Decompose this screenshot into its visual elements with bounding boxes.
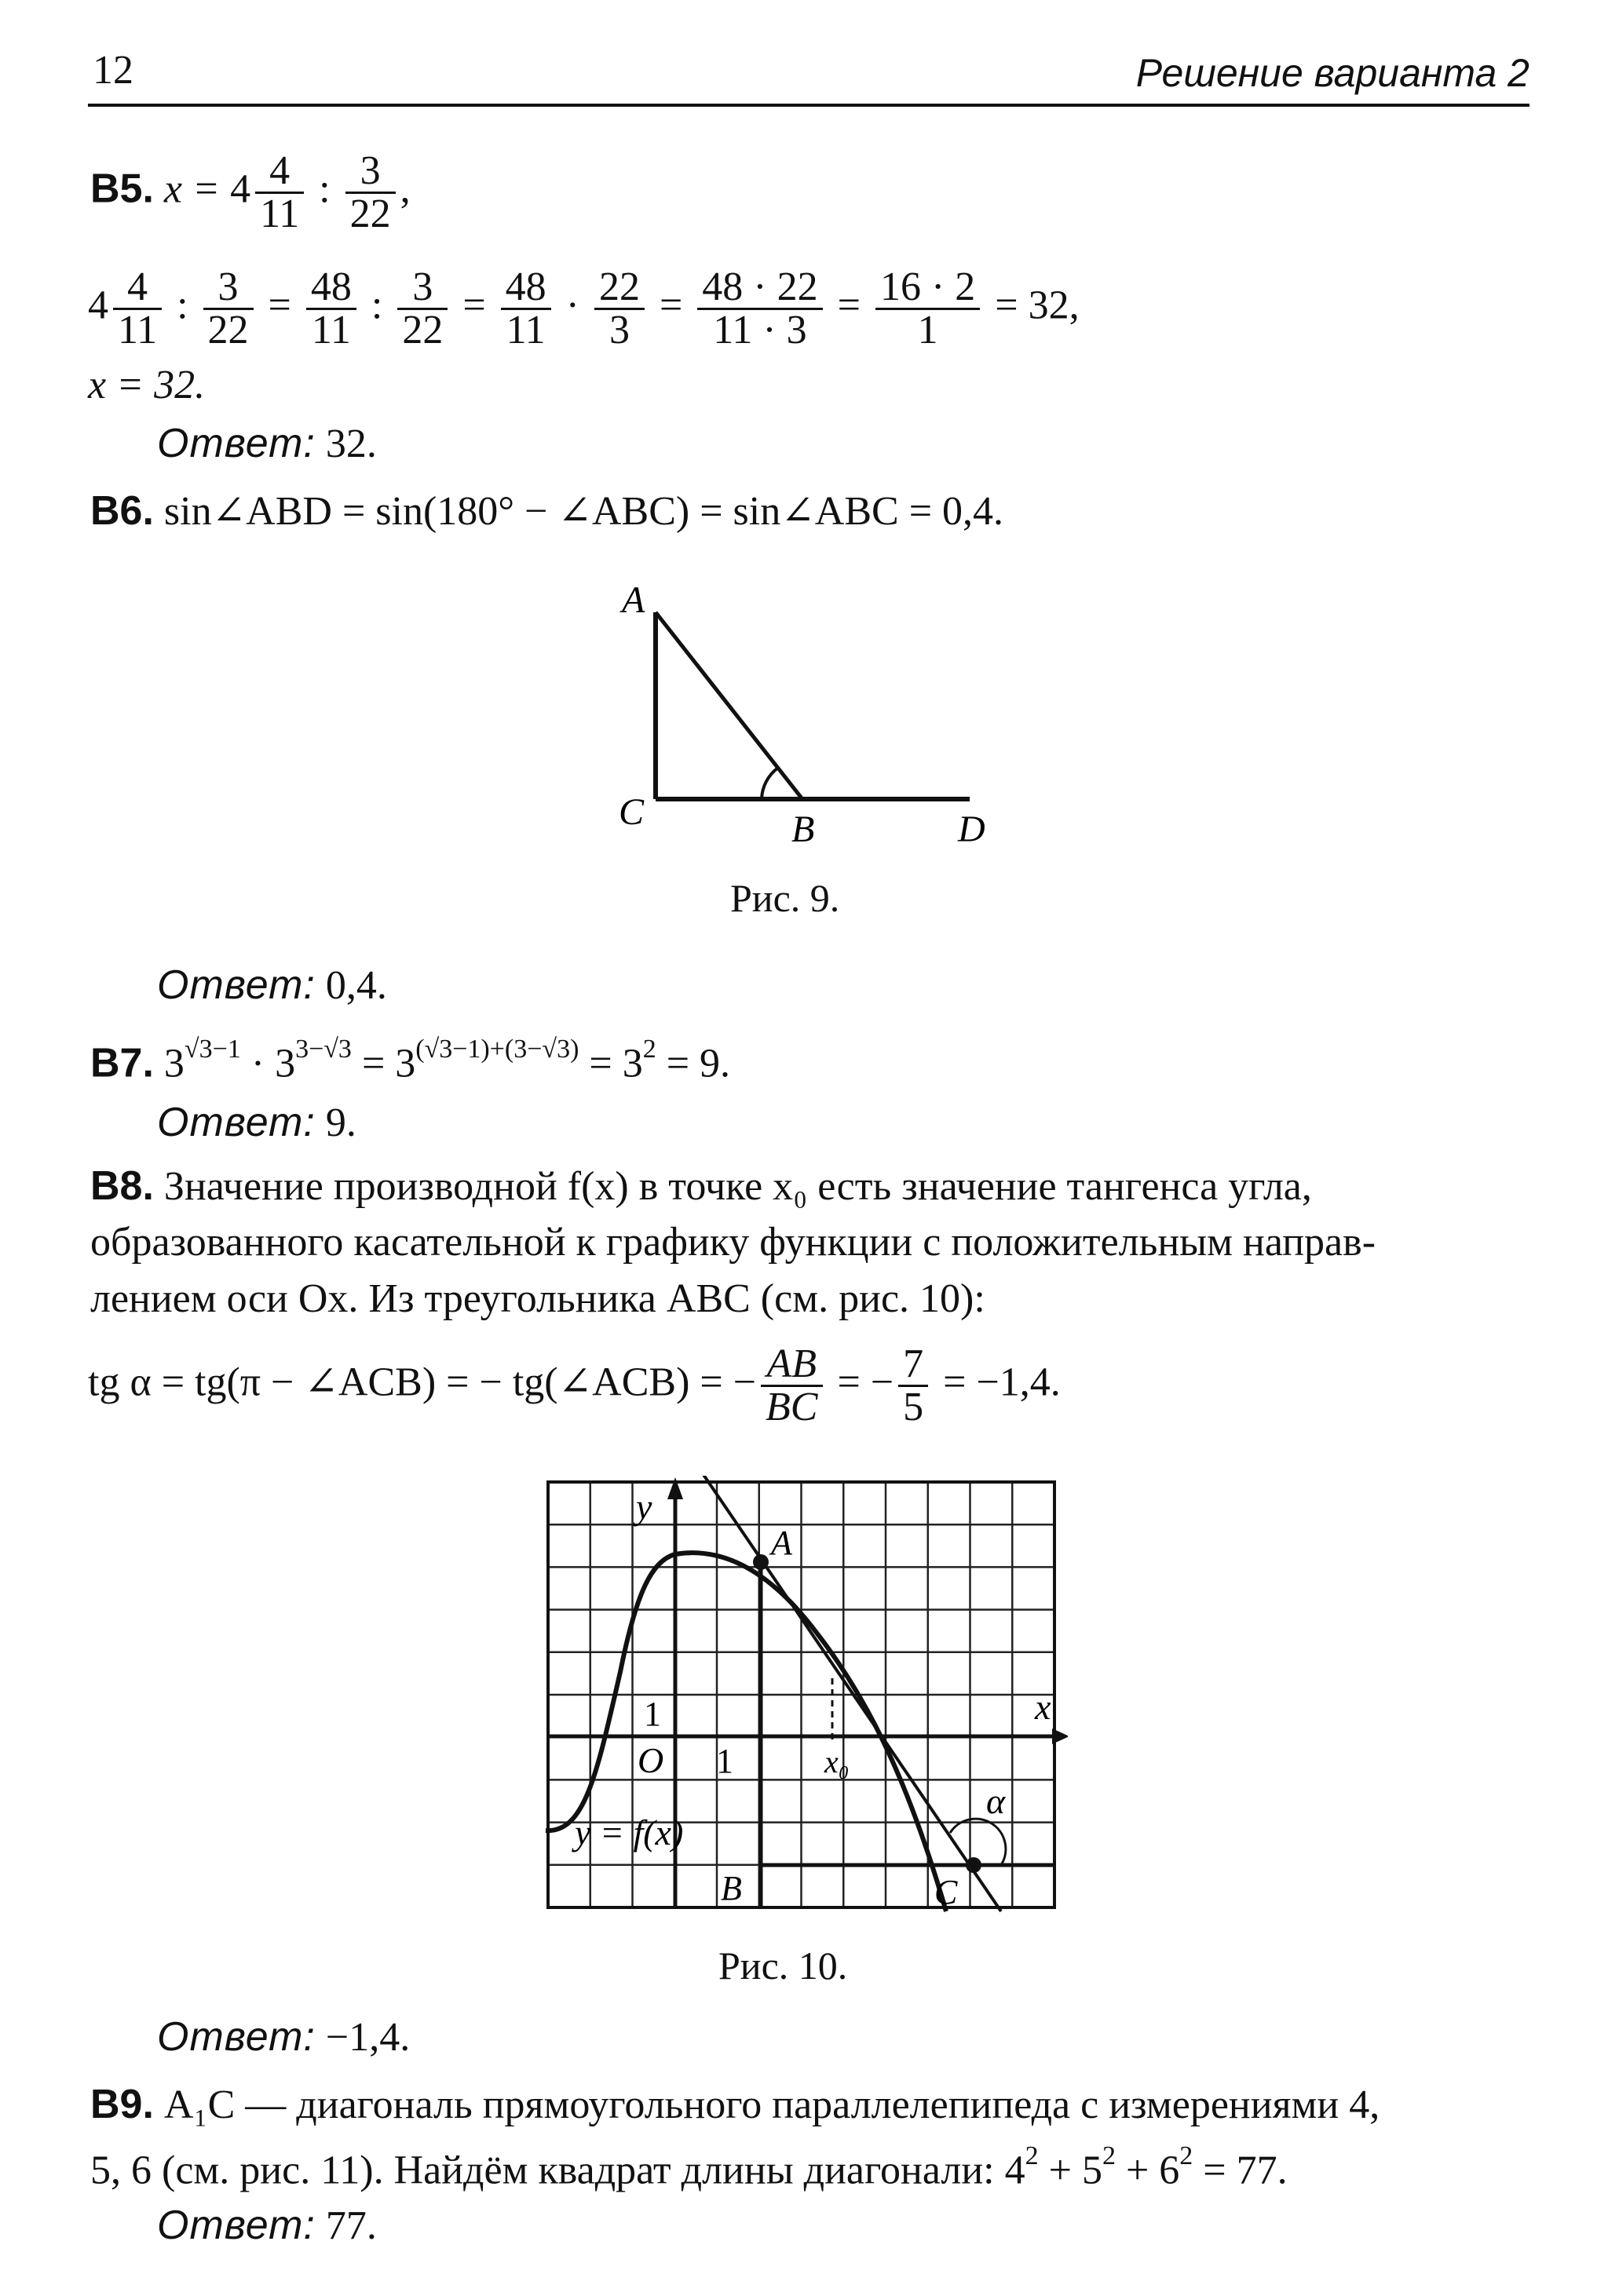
fig9-label-b: B (791, 809, 815, 848)
point-a (753, 1554, 769, 1570)
label-fx: y = f(x) (575, 1812, 684, 1852)
b8-para-1: В8. Значение производной f(x) в точке x₀ есть значение тангенса угла, (90, 1163, 1312, 1209)
b8-answer: Ответ: −1,4. (157, 2014, 411, 2060)
fig9-label-c: C (619, 791, 645, 833)
x-axis-arrow (1052, 1728, 1068, 1744)
b6-answer: Ответ: 0,4. (157, 962, 387, 1008)
header-rule (88, 104, 1529, 107)
label-alpha: α (986, 1781, 1006, 1821)
b7-label: В7. (90, 1040, 154, 1086)
label-o: O (638, 1740, 664, 1780)
label-c: C (934, 1873, 958, 1911)
b5-line2: 4 $\frac{4}{11}$ : $\frac{3}{22}$ = $\frac{48}{11}$ : $\frac{3}{22}$ = $\frac{48}{11}$ · $\frac{22}{3}$ = $\frac{48 \cdot 22}{11 \cdot 3}$ = $\frac{16 \cdot 2}{1}$ = 32, (88, 265, 1080, 352)
label-one-y: 1 (644, 1695, 661, 1733)
angle-arc (762, 768, 778, 799)
figure-10-caption: Рис. 10. (718, 1944, 848, 1988)
b8-formula: tg α = tg(π − ∠ACB) = − tg(∠ACB) = − $\frac{AB}{BC}$ = − $\frac{7}{5}$ = −1,4. (88, 1341, 1061, 1429)
b9-line1: В9. A₁C — диагональ прямоугольного параллелепипеда с измерениями 4, (90, 2082, 1380, 2127)
b9-label: В9. (90, 2082, 154, 2127)
b8-para-2: образованного касательной к графику функции с положительным направ- (90, 1220, 1376, 1265)
label-y: y (636, 1487, 652, 1527)
page-number: 12 (93, 48, 133, 93)
fig9-label-a: A (622, 579, 645, 621)
label-one-x: 1 (716, 1742, 733, 1780)
point-c (966, 1857, 981, 1873)
b7-line: В7. $3^{√3-1} \cdot 3^{3-√3} = 3^{(√3-1)+(3-√3)} = 3^2 = 9$. (90, 1035, 731, 1086)
figure-9-caption: Рис. 9. (730, 876, 840, 920)
tangent-line (699, 1476, 1001, 1911)
b6-label: В6. (90, 488, 154, 534)
alpha-arc (950, 1819, 1006, 1865)
b5-line3: x = 32. (88, 363, 206, 407)
figure-10-graph (542, 1476, 1068, 1915)
label-a: A (771, 1524, 792, 1562)
b8-para-3: лением оси Ox. Из треугольника ABC (см. рис. 10): (90, 1276, 985, 1321)
running-title: Решение варианта 2 (1135, 51, 1529, 95)
figure-9-triangle (597, 565, 1005, 848)
b8-label: В8. (90, 1163, 154, 1209)
b9-line2: 5, 6 (см. рис. 11). Найдём квадрат длины диагонали: $4^2 + 5^2 + 6^2 = 77$. (90, 2141, 1288, 2193)
b7-answer: Ответ: 9. (157, 1100, 356, 1145)
fig9-label-d: D (958, 809, 985, 848)
b5-line1: В5. x = 4 $\frac{4}{11}$ : $\frac{3}{22}$ , (90, 148, 411, 236)
b9-answer: Ответ: 77. (157, 2203, 377, 2248)
b5-label: В5. (90, 166, 154, 212)
b6-line: В6. sin∠ABD = sin(180° − ∠ABC) = sin∠ABC = 0,4. (90, 488, 1004, 534)
label-b: B (721, 1869, 742, 1907)
label-x0: x₀ (824, 1744, 850, 1779)
label-x: x (1035, 1687, 1051, 1727)
b5-answer: Ответ: 32. (157, 421, 377, 466)
